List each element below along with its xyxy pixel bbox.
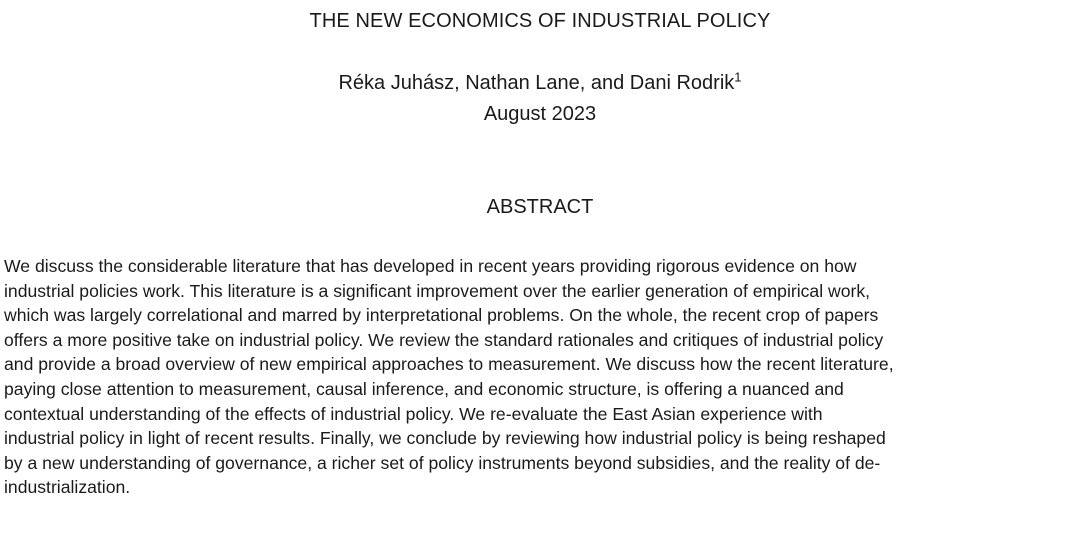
paper-title: THE NEW ECONOMICS OF INDUSTRIAL POLICY <box>309 10 771 32</box>
abstract-line: and provide a broad overview of new empirical approaches to measurement. We discuss how the recent literature, <box>4 354 894 375</box>
abstract-line: industrialization. <box>4 477 131 498</box>
footnote-marker[interactable]: 1 <box>734 69 742 85</box>
abstract-line: industrial policies work. This literature is a significant improvement over the earlier generation of empirical work, <box>4 280 871 301</box>
abstract-line: offers a more positive take on industrial policy. We review the standard rationales and critiques of industrial policy <box>4 329 884 350</box>
publication-date: August 2023 <box>483 103 597 125</box>
authors: Réka Juhász, Nathan Lane, and Dani Rodrik <box>338 72 735 94</box>
abstract-heading: ABSTRACT <box>486 196 594 218</box>
abstract-body <box>4 254 1076 500</box>
abstract-line: industrial policy in light of recent results. Finally, we conclude by reviewing how industrial policy is being reshaped <box>4 428 886 449</box>
abstract-line: by a new understanding of governance, a richer set of policy instruments beyond subsidies, and the reality of de- <box>4 452 881 473</box>
abstract-line: We discuss the considerable literature that has developed in recent years providing rigorous evidence on how <box>4 256 857 276</box>
author-line <box>0 70 1080 96</box>
abstract-line: contextual understanding of the effects of industrial policy. We re-evaluate the East Asian experience with <box>4 403 823 424</box>
abstract-line: which was largely correlational and marred by interpretational problems. On the whole, the recent crop of papers <box>4 305 879 326</box>
abstract-line: paying close attention to measurement, causal inference, and economic structure, is offering a nuanced and <box>4 378 844 399</box>
